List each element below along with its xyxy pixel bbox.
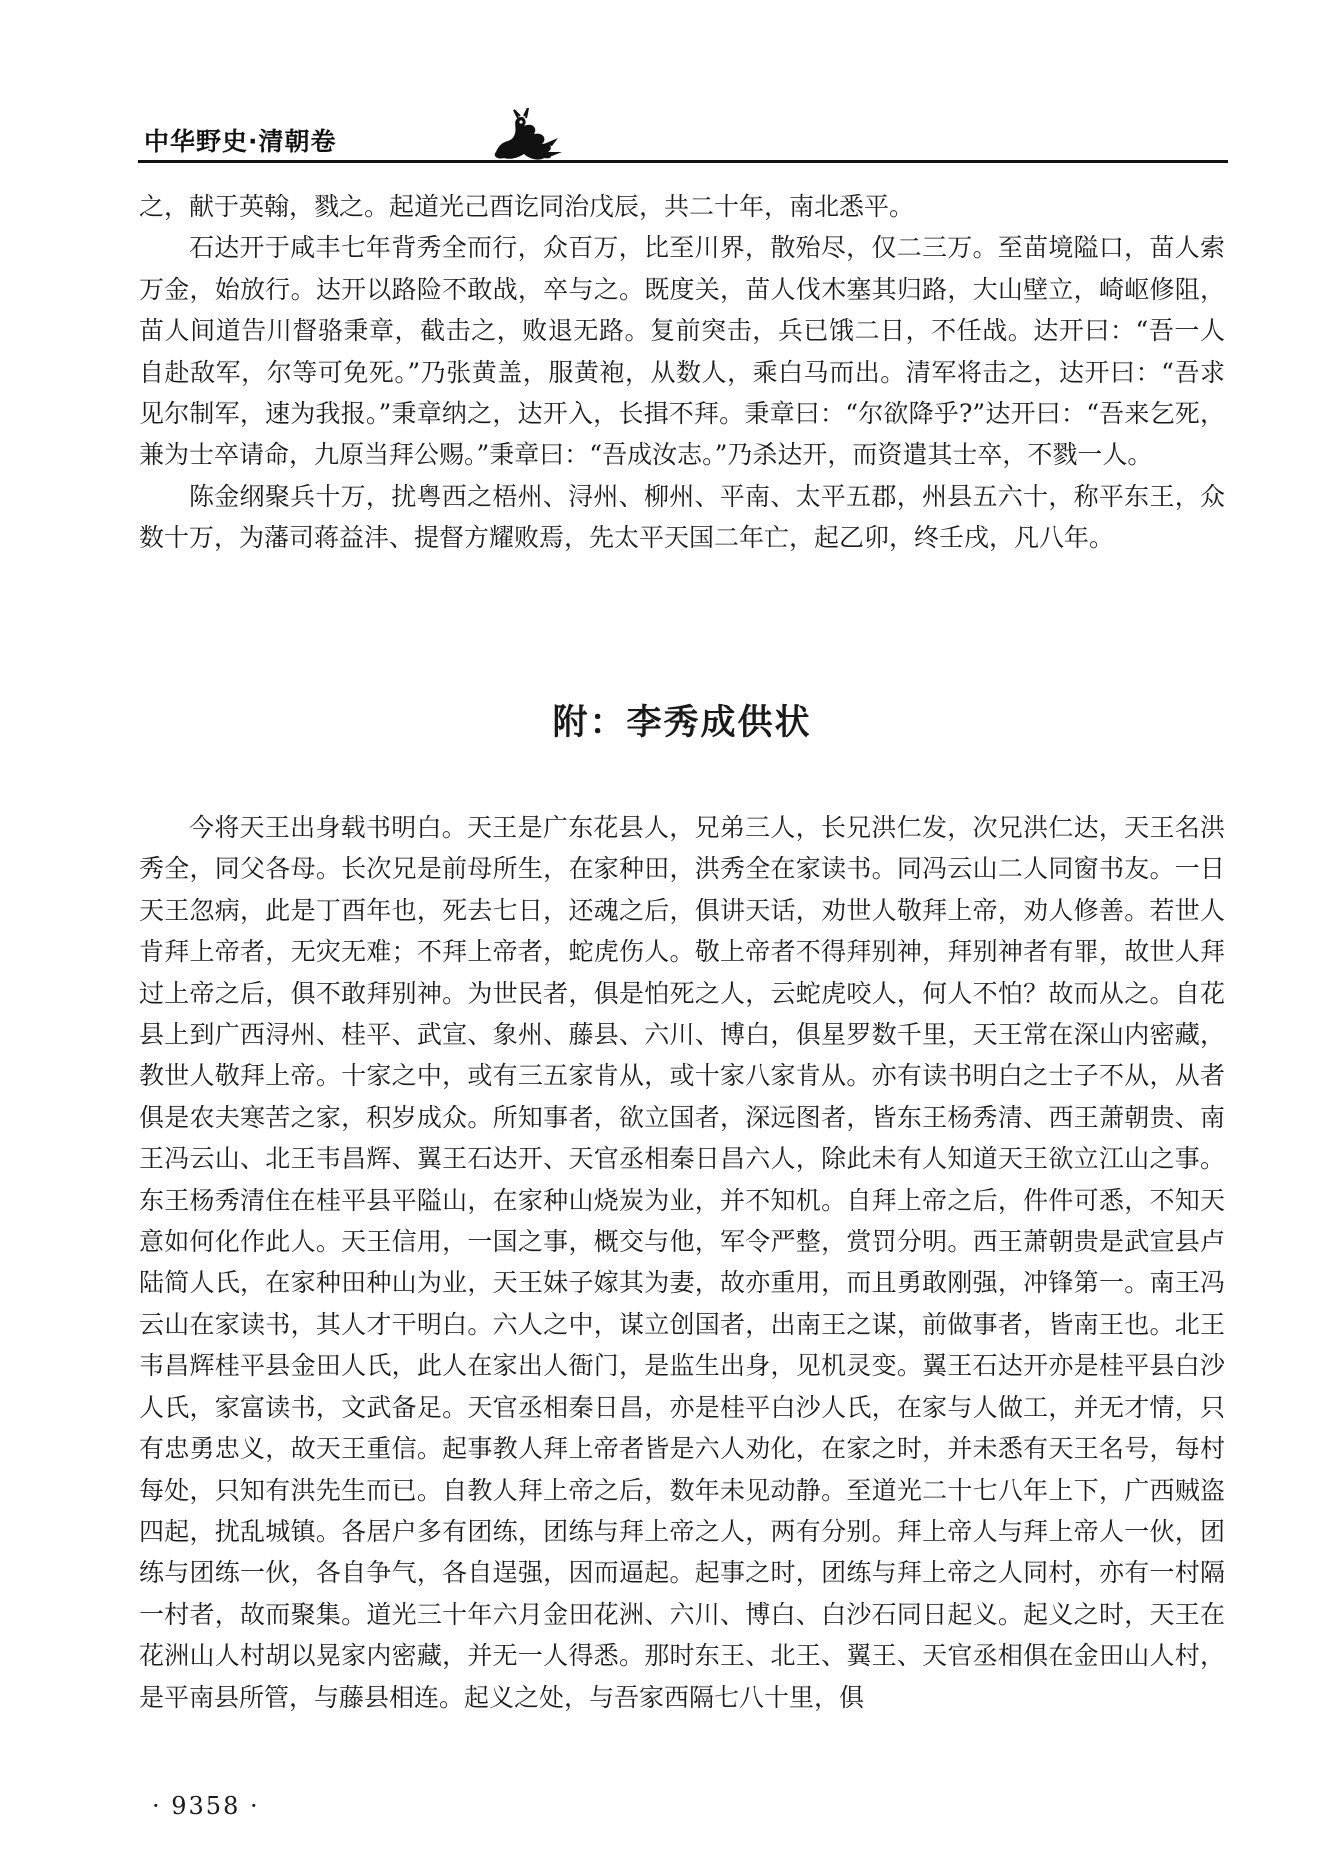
paragraph: 今将天王出身载书明白。天王是广东花县人，兄弟三人，长兄洪仁发，次兄洪仁达，天王名洪秀全，同父各母。长次兄是前母所生，在家种田，洪秀全在家读书。同冯云山二人同窗书友。一日天王忽病，此是丁酉年也，死去七日，还魂之后，俱讲天话，劝世人敬拜上帝，劝人修善。若世人肯拜上帝者，无灾无难；不拜上帝者，蛇虎伤人。敬上帝者不得拜别神，拜别神者有罪，故世人拜过上帝之后，俱不敢拜别神。为世民者，俱是怕死之人，云蛇虎咬人，何人不怕？故而从之。自花县上到广西浔州、桂平、武宣、象州、藤县、六川、博白，俱星罗数千里，天王常在深山内密藏，教世人敬拜上帝。十家之中，或有三五家肯从，或十家八家肯从。亦有读书明白之士子不从，从者俱是农夫寒苦之家，积岁成众。所知事者，欲立国者，深远图者，皆东王杨秀清、西王萧朝贵、南王冯云山、北王韦昌辉、翼王石达开、天官丞相秦日昌六人，除此未有人知道天王欲立江山之事。东王杨秀清住在桂平县平隘山，在家种山烧炭为业，并不知机。自拜上帝之后，件件可悉，不知天意如何化作此人。天王信用，一国之事，概交与他，军令严整，赏罚分明。西王萧朝贵是武宣县卢陆简人氏，在家种田种山为业，天王妹子嫁其为妻，故亦重用，而且勇敢刚强，冲锋第一。南王冯云山在家读书，其人才干明白。六人之中，谋立创国者，出南王之谋，前做事者，皆南王也。北王韦昌辉桂平县金田人氏，此人在家出人衙门，是监生出身，见机灵变。翼王石达开亦是桂平县白沙人氏，家富读书，文武备足。天官丞相秦日昌，亦是桂平白沙人氏，在家与人做工，并无才情，只有忠勇忠义，故天王重信。起事教人拜上帝者皆是六人劝化，在家之时，并未悉有天王名号，每村每处，只知有洪先生而已。自教人拜上帝之后，数年未见动静。至道光二十七八年上下，广西贼盗四起，扰乱城镇。各居户多有团练，团练与拜上帝之人，两有分别。拜上帝人与拜上帝人一伙，团练与团练一伙，各自争气，各自逞强，因而逼起。起事之时，团练与拜上帝之人同村，亦有一村隔一村者，故而聚集。道光三十年六月金田花洲、六川、博白、白沙石同日起义。起义之时，天王在花洲山人村胡以晃家内密藏，并无一人得悉。那时东王、北王、翼王、天官丞相俱在金田山人村，是平南县所管，与藤县相连。起义之处，与吾家西隔七八十里，俱	[139, 813, 1225, 1712]
page-number: · 9358 ·	[152, 1792, 260, 1820]
body-text-top	[139, 186, 1225, 559]
dragon-icon	[488, 108, 568, 166]
book-title: 中华野史·清朝卷	[144, 127, 337, 156]
header-rule	[138, 160, 1228, 163]
paragraph: 陈金纲聚兵十万，扰粤西之梧州、浔州、柳州、平南、太平五郡，州县五六十，称平东王，众数十万，为藩司蒋益沣、提督方耀败焉，先太平天国二年亡，起乙卯，终壬戌，凡八年。	[139, 481, 1225, 553]
section-title: 附：李秀成供状	[552, 703, 812, 743]
running-header	[138, 108, 1228, 168]
body-text-bottom	[139, 807, 1225, 1718]
paragraph: 之，献于英翰，戮之。起道光己酉讫同治戊辰，共二十年，南北悉平。	[139, 192, 915, 221]
paragraph: 石达开于咸丰七年背秀全而行，众百万，比至川界，散殆尽，仅二三万。至苗境隘口，苗人索万金，始放行。达开以路险不敢战，卒与之。既度关，苗人伐木塞其归路，大山壁立，崎岖修阻，苗人间道告川督骆秉章，截击之，败退无路。复前突击，兵已饿二日，不任战。达开曰：“吾一人自赴敌军，尔等可免死。”乃张黄盖，服黄袍，从数人，乘白马而出。清军将击之，达开曰：“吾求见尔制军，速为我报。”秉章纳之，达开入，长揖不拜。秉章曰：“尔欲降乎?”达开曰：“吾来乞死，兼为士卒请命，九原当拜公赐。”秉章曰：“吾成汝志。”乃杀达开，而资遣其士卒，不戮一人。	[139, 233, 1225, 470]
